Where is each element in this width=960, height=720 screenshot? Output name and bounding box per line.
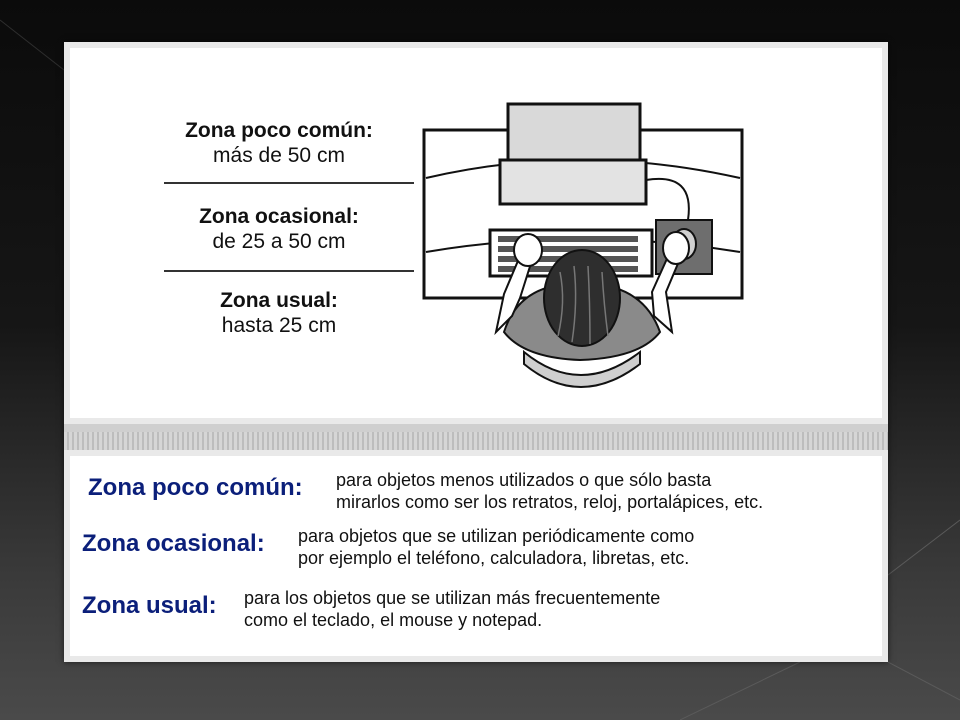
zones-diagram-panel bbox=[64, 42, 888, 432]
legend-description: por ejemplo el teléfono, calculadora, libretas, etc. bbox=[298, 548, 690, 568]
legend-term: Zona ocasional: bbox=[82, 530, 265, 557]
ergonomic-zones-figure bbox=[64, 42, 888, 662]
legend-term: Zona poco común: bbox=[88, 474, 303, 501]
zone-distance: más de 50 cm bbox=[213, 144, 345, 167]
legend-description: para objetos que se utilizan periódicamente como bbox=[298, 526, 695, 546]
zone-label-poco-comun bbox=[154, 118, 404, 168]
zone-divider bbox=[164, 182, 414, 184]
legend-description: mirarlos como ser los retratos, reloj, portalápices, etc. bbox=[336, 492, 764, 512]
zone-title: Zona ocasional: bbox=[199, 205, 359, 228]
zone-distance: de 25 a 50 cm bbox=[212, 230, 346, 253]
zone-title: Zona poco común: bbox=[185, 119, 373, 142]
zones-legend-panel bbox=[64, 450, 888, 662]
legend-description: como el teclado, el mouse y notepad. bbox=[244, 610, 543, 630]
legend-description: para los objetos que se utilizan más frecuentemente bbox=[244, 588, 661, 608]
zone-label-usual bbox=[154, 288, 404, 338]
zone-divider bbox=[164, 270, 414, 272]
zone-title: Zona usual: bbox=[220, 289, 338, 312]
legend-term: Zona usual: bbox=[82, 592, 217, 619]
zone-label-ocasional bbox=[154, 204, 404, 254]
panel-divider bbox=[64, 432, 888, 450]
zone-distance: hasta 25 cm bbox=[221, 314, 337, 337]
person-at-computer-desk-illustration bbox=[420, 102, 750, 402]
legend-description: para objetos menos utilizados o que sólo basta bbox=[336, 470, 712, 490]
